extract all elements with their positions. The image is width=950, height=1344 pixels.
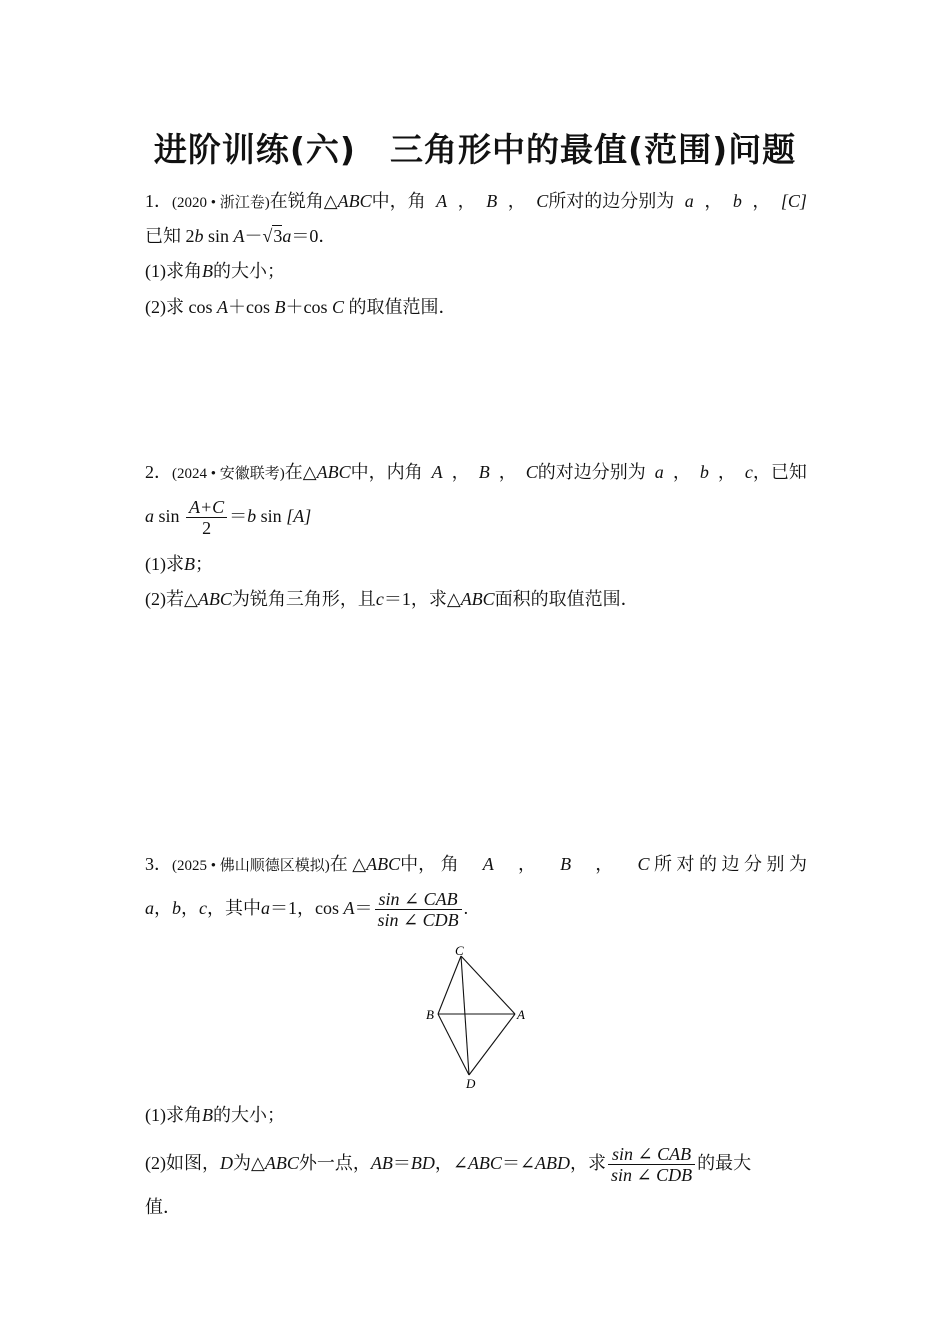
q2-fraction: $\frac{A+C}{2}$ — [186, 497, 227, 538]
q2-line2: a sin $\frac{A+C}{2}$ ＝b sin [A] — [145, 497, 312, 539]
q3-fraction: $\frac{\text{sin ∠ CAB}}{\text{sin ∠ CDB}}$ — [375, 889, 462, 930]
q2-part2: (2)若△ABC为锐角三角形，且c＝1，求△ABC面积的取值范围． — [145, 589, 639, 609]
q1-part1: (1)求角B的大小； — [145, 261, 285, 281]
q3-part1: (1)求角B的大小； — [145, 1105, 285, 1125]
q3-ratio-fraction: $\frac{\text{sin ∠ CAB}}{\text{sin ∠ CDB}}$ — [608, 1144, 695, 1185]
q1-line1: 1．(2020 • 浙江卷)在锐角△ABC中，角 A ， B ， C所对的边分别为 a ， b ， [C] — [145, 189, 807, 215]
q3-part2-cont: 值． — [145, 1197, 181, 1217]
vertex-label-c: C — [455, 943, 464, 958]
q2-answer-tag: [A] — [286, 506, 312, 526]
q1-answer-tag: [C] — [780, 191, 807, 211]
q3-line1: 3．(2025 • 佛山顺德区模拟)在 △ABC中， 角 A ， B ， C 所 对 的 边 分 别 为 — [145, 854, 807, 874]
q2-part1: (1)求B； — [145, 554, 213, 574]
vertex-label-a: A — [517, 1007, 525, 1022]
sqrt-symbol: √3 — [262, 226, 283, 246]
quadrilateral-figure — [420, 942, 530, 1097]
q3-part2: (2)如图，D为△ABC外一点，AB＝BD，∠ABC＝∠ABD，求 $\frac{\text{sin ∠ CAB}}{\text{sin ∠ CDB}}$ 的最大 — [145, 1144, 752, 1186]
page-title: 进阶训练(六) 三角形中的最值(范围)问题 — [153, 130, 797, 169]
q3-line2: a，b，c，其中a＝1，cos A＝ $\frac{\text{sin ∠ CAB}}{\text{sin ∠ CDB}}$ . — [145, 889, 469, 931]
q1-part2: (2)求 cos A＋cos B＋cos C 的取值范围． — [145, 297, 457, 317]
vertex-label-b: B — [426, 1007, 434, 1022]
q2-line1: 2．(2024 • 安徽联考)在△ABC中，内角 A ， B ， C的对边分别为 a ， b ， c，已知 — [145, 462, 807, 482]
q1-line2: 已知 2b sin A－√3a＝0． — [145, 226, 337, 246]
vertex-label-d: D — [466, 1076, 476, 1091]
